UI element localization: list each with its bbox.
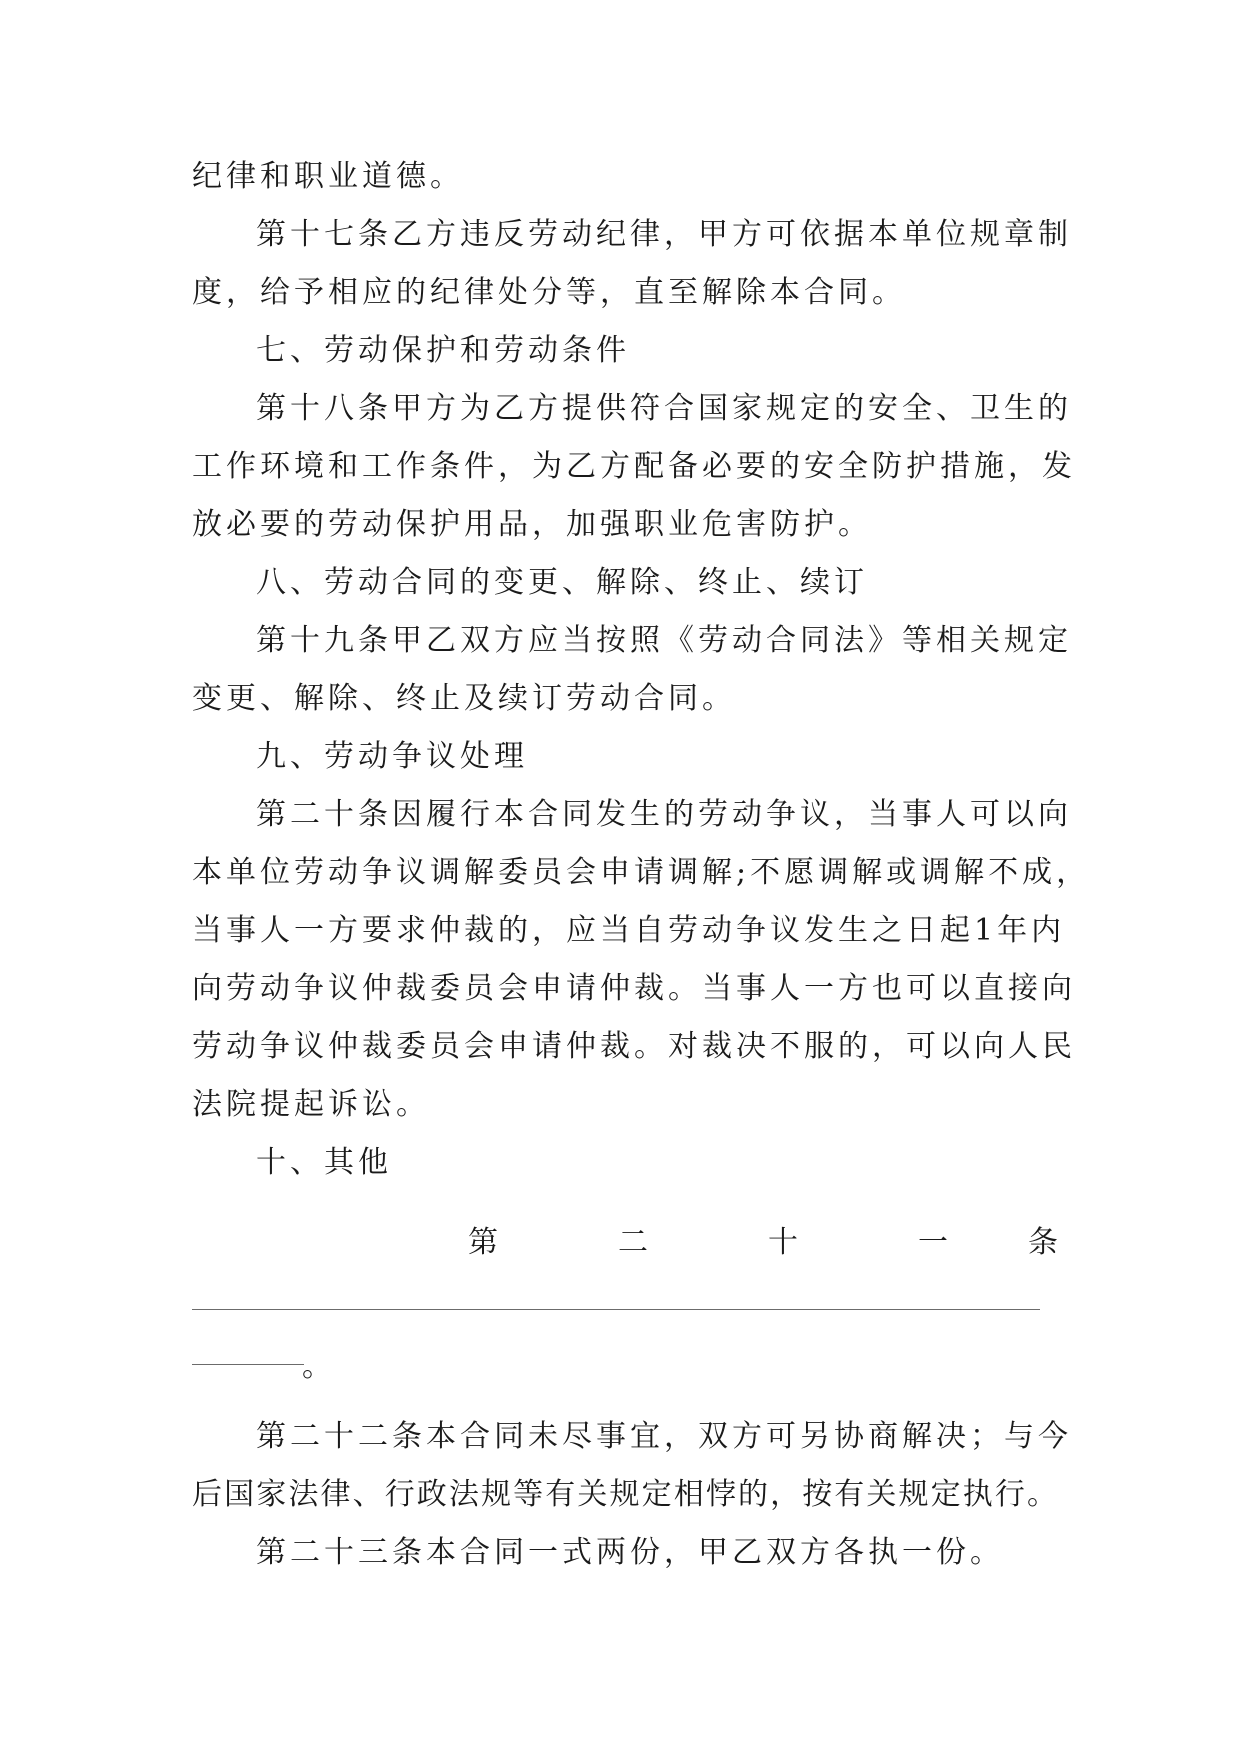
article-21-char: 十 (768, 1225, 798, 1260)
blank-fill-rule (192, 1364, 304, 1365)
article-20-line-2: 本单位劳动争议调解委员会申请调解;不愿调解或调解不成， (192, 855, 1091, 890)
article-21-char: 第 (468, 1225, 498, 1260)
article-18-line-3: 放必要的劳动保护用品，加强职业危害防护。 (192, 507, 872, 542)
article-17-line-1: 第十七条乙方违反劳动纪律，甲方可依据本单位规章制 (256, 217, 1072, 252)
article-20-line-4: 向劳动争议仲裁委员会申请仲裁。当事人一方也可以直接向 (192, 971, 1076, 1006)
article-18-line-1: 第十八条甲方为乙方提供符合国家规定的安全、卫生的 (256, 391, 1072, 426)
article-23-line: 第二十三条本合同一式两份，甲乙双方各执一份。 (256, 1535, 1004, 1570)
article-20-line-1: 第二十条因履行本合同发生的劳动争议，当事人可以向 (256, 797, 1072, 832)
article-22-line-1: 第二十二条本合同未尽事宜，双方可另协商解决；与今 (256, 1419, 1072, 1454)
section-heading-8: 八、劳动合同的变更、解除、终止、续订 (256, 565, 868, 600)
article-18-line-2: 工作环境和工作条件，为乙方配备必要的安全防护措施，发 (192, 449, 1076, 484)
article-21-char: 条 (1028, 1225, 1058, 1260)
article-21-char: 一 (918, 1225, 948, 1260)
article-21-heading (192, 1214, 1058, 1272)
article-21-end: 。 (302, 1349, 332, 1384)
article-22-line-2: 后国家法律、行政法规等有关规定相悖的，按有关规定执行。 (192, 1477, 1058, 1512)
section-heading-7: 七、劳动保护和劳动条件 (256, 333, 630, 368)
article-20-line-6: 法院提起诉讼。 (192, 1087, 430, 1122)
article-20-line-5: 劳动争议仲裁委员会申请仲裁。对裁决不服的，可以向人民 (192, 1029, 1076, 1064)
blank-fill-rule (192, 1309, 1040, 1310)
article-21-char: 二 (618, 1225, 648, 1260)
section-heading-9: 九、劳动争议处理 (256, 739, 528, 774)
article-17-line-2: 度，给予相应的纪律处分等，直至解除本合同。 (192, 275, 906, 310)
article-19-line-1: 第十九条甲乙双方应当按照《劳动合同法》等相关规定 (256, 623, 1072, 658)
paragraph-line: 纪律和职业道德。 (192, 159, 464, 194)
article-19-line-2: 变更、解除、终止及续订劳动合同。 (192, 681, 736, 716)
section-heading-10: 十、其他 (256, 1145, 392, 1180)
article-20-line-3: 当事人一方要求仲裁的，应当自劳动争议发生之日起1年内 (192, 913, 1066, 948)
